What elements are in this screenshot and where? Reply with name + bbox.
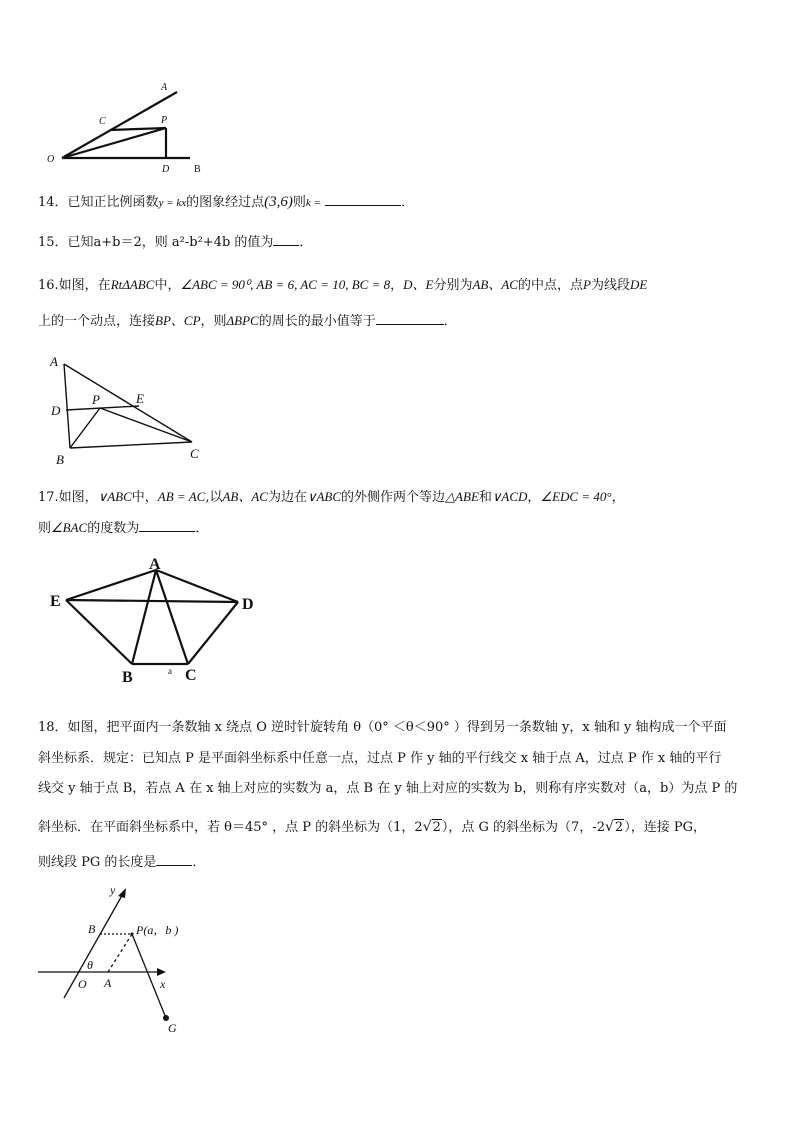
figure-oblique-coordinates <box>34 880 214 1040</box>
q17-triangle-acd: ∨ACD <box>491 489 528 504</box>
segment-pg <box>132 934 166 1018</box>
answer-blank-16[interactable] <box>376 311 444 325</box>
question-18-line-4 <box>38 817 768 838</box>
label-e: E <box>50 593 61 610</box>
label-c: C <box>190 446 199 461</box>
q17-triangle: ∨ABC <box>97 489 132 504</box>
q18-text: 则线段 PG 的长度是 <box>38 855 157 870</box>
answer-blank-15[interactable] <box>273 232 299 246</box>
q16-sides: AB、AC <box>472 277 518 292</box>
q16-point-p: P <box>583 277 591 292</box>
q17-text: 和 <box>478 490 492 505</box>
q17-text: 为边在 <box>267 490 307 505</box>
segment-ed <box>66 600 238 602</box>
segment-op <box>62 128 166 158</box>
label-c: C <box>185 667 197 684</box>
question-18-line-1 <box>38 718 768 738</box>
q16-end: ． <box>443 314 457 329</box>
sqrt-symbol: √ <box>604 819 614 835</box>
q17-angle: ∠EDC = 40° <box>540 489 612 504</box>
q17-text: ， <box>611 490 625 505</box>
label-o: O <box>78 977 87 991</box>
ray-oa <box>62 92 177 158</box>
q16-triangle: RtΔABC <box>110 277 155 292</box>
y-axis <box>64 892 124 998</box>
q17-text: ,以 <box>205 490 223 505</box>
figure-right-triangle-abc <box>44 348 214 468</box>
q17-text: 中， <box>131 490 158 505</box>
q17-text: 17.如图， <box>38 490 98 505</box>
question-14 <box>38 192 768 213</box>
q17-text: 则 <box>38 521 52 536</box>
q17-text: 的外侧作两个等边 <box>341 490 446 505</box>
q18-text: ），点 G 的斜坐标为（7，-2 <box>441 820 605 835</box>
label-c: C <box>99 116 106 127</box>
segment-ad <box>156 570 238 602</box>
segment-pc <box>100 408 192 442</box>
question-14-text-1: 已知正比例函数 <box>67 195 159 210</box>
label-y: y <box>110 883 116 897</box>
answer-blank-18[interactable] <box>156 852 192 866</box>
q16-text: 分别为 <box>433 278 473 293</box>
q17-triangle-abe: △ABE <box>445 489 479 504</box>
segment-dc <box>188 602 238 664</box>
q16-text: 上的一个动点，连接 <box>38 314 156 329</box>
q17-sides: AB、AC <box>222 489 268 504</box>
label-e: E <box>136 391 144 406</box>
question-14-number: 14． <box>38 195 68 210</box>
question-15-end: ． <box>299 235 313 250</box>
figure-equilateral-triangles <box>40 552 270 692</box>
question-15-text: 15．已知a+b＝2，则 a²-b²+4b 的值为 <box>38 235 274 250</box>
label-a: A <box>161 82 168 93</box>
label-a: A <box>50 354 58 369</box>
label-p: P <box>92 392 100 407</box>
label-g: G <box>168 1021 177 1035</box>
sqrt-radicand: 2 <box>614 820 624 835</box>
q17-end: ． <box>195 521 209 536</box>
label-d: D <box>242 596 254 613</box>
q16-text: ，则 <box>200 314 227 329</box>
question-14-text-3: 则 <box>292 195 306 210</box>
question-14-k: k = <box>305 197 321 209</box>
label-d: D <box>162 164 170 175</box>
label-b: B <box>88 922 96 936</box>
q18-text: ），连接 PG， <box>624 820 706 835</box>
q17-triangle: ∨ABC <box>306 489 342 504</box>
answer-blank-14[interactable] <box>325 192 401 206</box>
q16-text: 的周长的最小值等于 <box>258 314 376 329</box>
segment-bp <box>70 408 100 448</box>
q16-text: 中， <box>154 278 181 293</box>
question-17-line-1 <box>38 487 768 508</box>
segment-ac <box>156 570 188 664</box>
q18-end: ． <box>192 855 206 870</box>
segment-pa <box>108 934 132 972</box>
y-axis-arrow <box>118 888 126 898</box>
label-p-coordinates: P(a，b ) <box>136 923 179 937</box>
question-18-line-3 <box>38 779 768 799</box>
q16-text: 为线段 <box>590 278 630 293</box>
q16-conditions: ∠ABC = 90⁰, AB = 6, AC = 10, BC = 8 <box>180 277 391 292</box>
question-14-function: y = kx <box>158 197 187 209</box>
side-ab <box>64 364 70 448</box>
q16-points-de: D、E <box>403 277 434 292</box>
q17-equality: AB = AC <box>157 489 206 504</box>
q16-segment: DE <box>629 277 648 292</box>
label-x: x <box>160 977 166 991</box>
question-18-line-2 <box>38 749 768 769</box>
question-14-end: ． <box>401 195 415 210</box>
q18-text: 18．如图，把平面内一条数轴 x 绕点 O 逆时针旋转角 θ（0° ＜θ＜90° ）得到另一条数轴 y，x 轴和 y 轴构成一个平面 <box>38 720 727 735</box>
answer-blank-17[interactable] <box>139 518 195 532</box>
point-p <box>131 933 134 936</box>
label-b: B <box>194 164 201 175</box>
question-16-line-1 <box>38 275 768 296</box>
label-theta: θ <box>87 958 93 972</box>
label-p: P <box>161 115 168 126</box>
figure-angle-aob <box>40 80 220 180</box>
question-18-line-5 <box>38 852 768 873</box>
q16-text: ， <box>390 278 404 293</box>
label-a: A <box>149 556 161 573</box>
q17-text: 的度数为 <box>87 521 140 536</box>
question-16-line-2 <box>38 311 768 332</box>
sqrt-radicand: 2 <box>432 820 441 835</box>
q18-text: 斜坐标系．规定：已知点 P 是平面斜坐标系中任意一点，过点 P 作 y 轴的平行线交 x 轴于点 A，过点 P 作 x 轴的平行 <box>38 751 722 766</box>
sqrt-symbol: √ <box>422 819 432 835</box>
question-14-point: (3,6) <box>264 194 293 210</box>
label-a: A <box>104 976 112 990</box>
q16-triangle-bpc: ΔBPC <box>226 313 259 328</box>
label-d: D <box>51 403 61 418</box>
q18-text: 斜坐标．在平面斜坐标系中，若 θ＝45° ，点 P 的斜坐标为（1，2 <box>38 820 423 835</box>
label-o: O <box>47 154 55 165</box>
q17-angle-bac: ∠BAC <box>51 520 88 535</box>
q16-segments: BP、CP <box>155 313 201 328</box>
question-15 <box>38 232 768 253</box>
side-bc <box>70 442 192 448</box>
question-14-text-2: 的图象经过点 <box>186 195 265 210</box>
q17-text: ， <box>527 490 541 505</box>
mark-a: a <box>168 666 172 676</box>
segment-ea <box>66 570 156 600</box>
q16-text: 的中点，点 <box>517 278 583 293</box>
label-b: B <box>122 669 133 686</box>
segment-ab <box>132 570 156 664</box>
x-axis-arrow <box>157 968 166 976</box>
segment-eb <box>66 600 132 664</box>
question-17-line-2 <box>38 518 768 539</box>
q18-text: 线交 y 轴于点 B，若点 A 在 x 轴上对应的实数为 a，点 B 在 y 轴上对应的实数为 b，则称有序实数对（a，b）为点 P 的 <box>38 781 738 796</box>
q16-text: 16.如图，在 <box>38 278 111 293</box>
label-b: B <box>56 452 64 467</box>
